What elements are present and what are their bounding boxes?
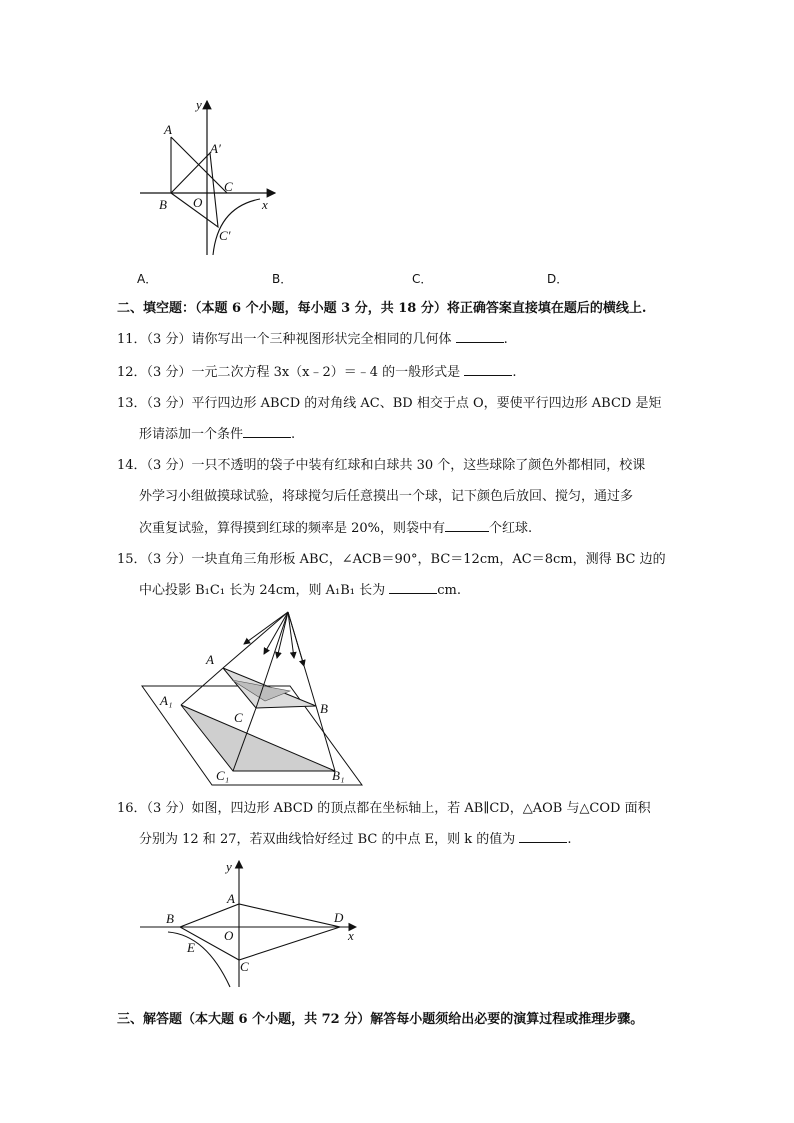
q15-unit: cm. [437, 583, 461, 598]
question-14-line-1: 14．（3 分）一只不透明的袋子中装有红球和白球共 30 个，这些球除了颜色外都相同，校课 [117, 458, 646, 473]
q12-text: 12．（3 分）一元二次方程 3x（x﹣2）＝﹣4 的一般形式是 [117, 365, 461, 380]
option-a: A． [137, 272, 158, 286]
hyperbola-curve [168, 932, 230, 987]
option-c: C． [412, 272, 433, 286]
q12-answer-blank[interactable] [464, 363, 512, 376]
label-y: y [226, 859, 232, 874]
label-a: A [164, 122, 172, 137]
label-x: x [262, 197, 268, 212]
question-14-line-2: 外学习小组做摸球试验，将球搅匀后任意摸出一个球，记下颜色后放回、搅匀，通过多 [139, 489, 634, 504]
option-d: D． [547, 272, 569, 286]
question-13-line-1: 13．（3 分）平行四边形 ABCD 的对角线 AC、BD 相交于点 O，要使平行四边形 ABCD 是矩 [117, 396, 662, 411]
q12-end: . [512, 365, 517, 380]
q14-answer-blank[interactable] [445, 519, 489, 532]
label-a: A [206, 652, 214, 667]
label-b: B [166, 911, 174, 926]
arrow-ray-5 [288, 612, 304, 666]
section-2-heading: 二、填空题：（本题 6 个小题，每小题 3 分，共 18 分）将正确答案直接填在题后的横线上. [117, 301, 647, 316]
question-16-line-1: 16．（3 分）如图，四边形 ABCD 的顶点都在坐标轴上，若 AB∥CD，△AOB 与△COD 面积 [117, 801, 651, 816]
question-15-line-2 [139, 581, 461, 601]
q13-text: 形请添加一个条件 [139, 427, 244, 442]
label-c-prime: C′ [219, 228, 231, 243]
label-e: E [187, 940, 195, 955]
option-b: B． [272, 272, 293, 286]
question-15-line-1: 15．（3 分）一块直角三角形板 ABC，∠ACB＝90°，BC＝12cm，AC＝8cm，测得 BC 边的 [117, 552, 666, 567]
q16-end: . [567, 832, 572, 847]
label-o: O [193, 195, 203, 210]
label-a: A [227, 891, 235, 906]
question-13-line-2 [139, 425, 295, 445]
q14-text: 次重复试验，算得摸到红球的频率是 20%，则袋中有 [139, 521, 446, 536]
label-x: x [348, 928, 354, 943]
question-14-line-3 [139, 519, 532, 539]
q16-text: 分别为 12 和 27，若双曲线恰好经过 BC 的中点 E，则 k 的值为 [139, 832, 516, 847]
section-3-heading: 三、解答题（本大题 6 个小题，共 72 分）解答每小题须给出必要的演算过程或推理步骤。 [117, 1012, 644, 1027]
arrow-ray-4 [288, 612, 294, 658]
q13-end: . [291, 427, 296, 442]
hyperbola-curve [213, 199, 260, 255]
question-16-line-2 [139, 830, 572, 850]
label-c1: C₁ [216, 768, 230, 783]
q15-answer-blank[interactable] [389, 581, 437, 594]
quadrilateral-abcd [180, 904, 340, 960]
label-o: O [224, 928, 234, 943]
triangle-a-prime-c-prime [171, 153, 218, 227]
bottom-coordinate-figure [138, 857, 368, 995]
label-a1: A₁ [160, 693, 173, 708]
label-b1: B₁ [332, 768, 345, 783]
label-c: C [240, 959, 249, 974]
label-b: B [320, 701, 328, 716]
question-11 [117, 330, 508, 350]
top-coordinate-figure [130, 95, 290, 265]
q14-text-end: 个红球. [489, 521, 533, 536]
q15-text: 中心投影 B₁C₁ 长为 24cm，则 A₁B₁ 长为 [139, 583, 386, 598]
q13-answer-blank[interactable] [243, 425, 291, 438]
label-c: C [224, 179, 233, 194]
projection-figure [140, 608, 370, 790]
label-y: y [196, 97, 202, 112]
q11-text: 11．（3 分）请你写出一个三种视图形状完全相同的几何体 [117, 332, 452, 347]
q11-end: . [503, 332, 508, 347]
label-a-prime: A′ [210, 141, 221, 156]
q11-answer-blank[interactable] [456, 330, 504, 343]
label-c: C [234, 710, 243, 725]
label-b: B [159, 197, 167, 212]
label-d: D [334, 910, 344, 925]
question-12 [117, 363, 516, 383]
q16-answer-blank[interactable] [519, 830, 567, 843]
